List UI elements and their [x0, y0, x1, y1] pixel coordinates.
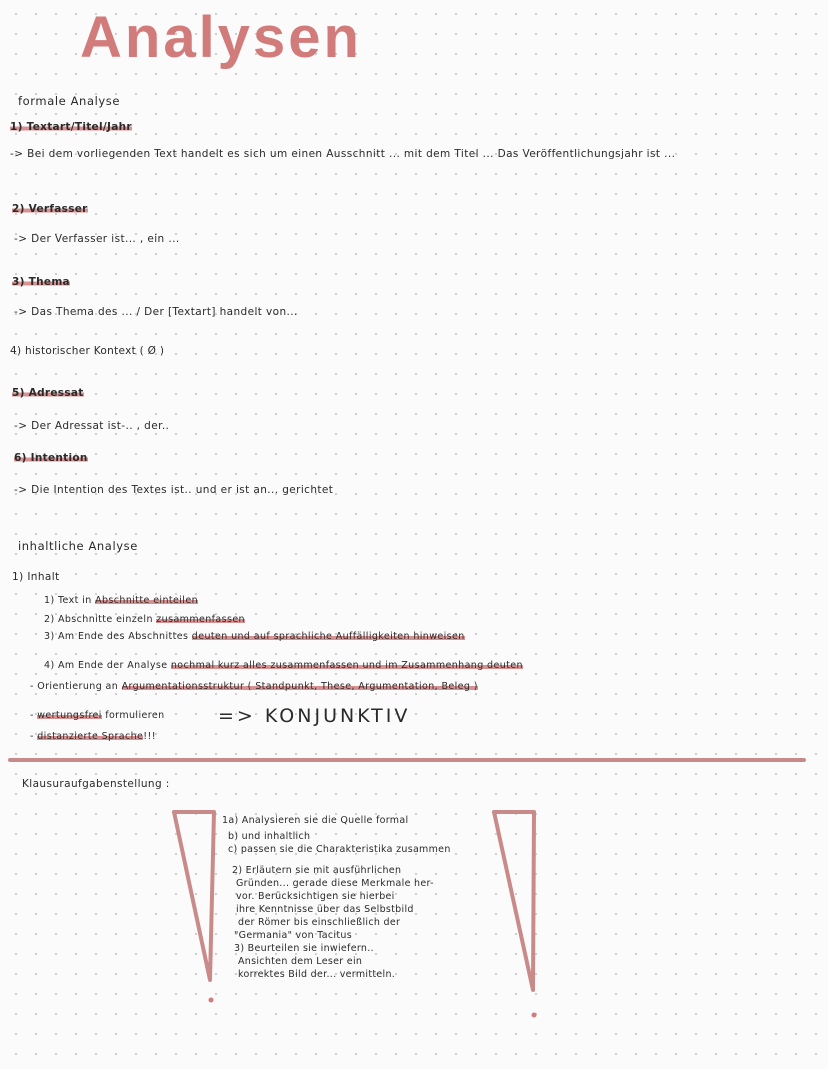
inhalt-note-2: - wertungsfrei formulieren [30, 710, 165, 721]
klausur-heading: Klausuraufgabenstellung : [22, 778, 170, 790]
klausur-line: Gründen... gerade diese Merkmale her- [236, 878, 434, 889]
formal-item-3-text: -> Das Thema des ... / Der [Textart] handelt von... [14, 306, 298, 318]
formal-item-6-text: -> Die Intention des Textes ist.. und er ist an... gerichtet [14, 484, 334, 496]
formal-item-5-text: -> Der Adressat ist-.. , der.. [14, 420, 170, 432]
klausur-line: der Römer bis einschließlich der [238, 917, 401, 928]
inhalt-step-1: 1) Text in Abschnitte einteilen [44, 595, 199, 606]
inhalt-step-3: 3) Am Ende des Abschnittes deuten und auf sprachliche Auffälligkeiten hinweisen [44, 631, 465, 642]
inhalt-step-4: 4) Am Ende der Analyse nochmal kurz alles zusammenfassen und im Zusammenhang deuten [44, 660, 523, 671]
right-bracket-icon [490, 808, 550, 1020]
klausur-line: ihre Kenntnisse über das Selbstbild [236, 904, 414, 915]
formal-item-2-text: -> Der Verfasser ist... , ein ... [14, 233, 180, 245]
klausur-line: 1a) Analysieren sie die Quelle formal [222, 815, 409, 826]
klausur-line: b) und inhaltlich [228, 831, 311, 842]
klausur-line: 2) Erläutern sie mit ausführlichen [232, 865, 402, 876]
left-bracket-icon [170, 808, 230, 1008]
inhalt-heading: inhaltliche Analyse [18, 539, 138, 553]
formal-item-1-label: 1) Textart/Titel/Jahr [10, 121, 132, 133]
page-title: Analysen [80, 5, 362, 70]
formal-item-3-label: 3) Thema [12, 276, 70, 288]
formal-item-4-label: 4) historischer Kontext ( Ø ) [10, 345, 165, 357]
klausur-line: Ansichten dem Leser ein [238, 956, 363, 967]
formal-heading: formale Analyse [18, 94, 121, 108]
formal-item-2-label: 2) Verfasser [12, 203, 88, 215]
inhalt-step-2: 2) Abschnitte einzeln zusammenfassen [44, 614, 245, 625]
inhalt-note-1: - Orientierung an Argumentationsstruktur ( Standpunkt, These, Argumentation, Beleg ) [30, 681, 478, 692]
formal-item-5-label: 5) Adressat [12, 387, 84, 399]
klausur-line: korrektes Bild der... vermitteln. [238, 969, 396, 980]
klausur-line: "Germania" von Tacitus [234, 930, 352, 941]
klausur-line: vor. Berücksichtigen sie hierbei [236, 891, 395, 902]
klausur-line: c) passen sie die Charakteristika zusammen [228, 844, 451, 855]
klausur-task-list [222, 814, 451, 981]
formal-item-6-label: 6) Intention [14, 452, 88, 464]
klausur-line: 3) Beurteilen sie inwiefern.. [234, 943, 374, 954]
section-divider [8, 758, 806, 762]
konjunktiv-note: => KONJUNKTIV [218, 705, 411, 727]
inhalt-sub: 1) Inhalt [12, 571, 60, 583]
inhalt-note-3: - distanzierte Sprache!!! [30, 731, 156, 742]
formal-item-1-text: -> Bei dem vorliegenden Text handelt es sich um einen Ausschnitt ... mit dem Titel ... Das Veröffentlichungsjahr ist ... [10, 148, 676, 160]
